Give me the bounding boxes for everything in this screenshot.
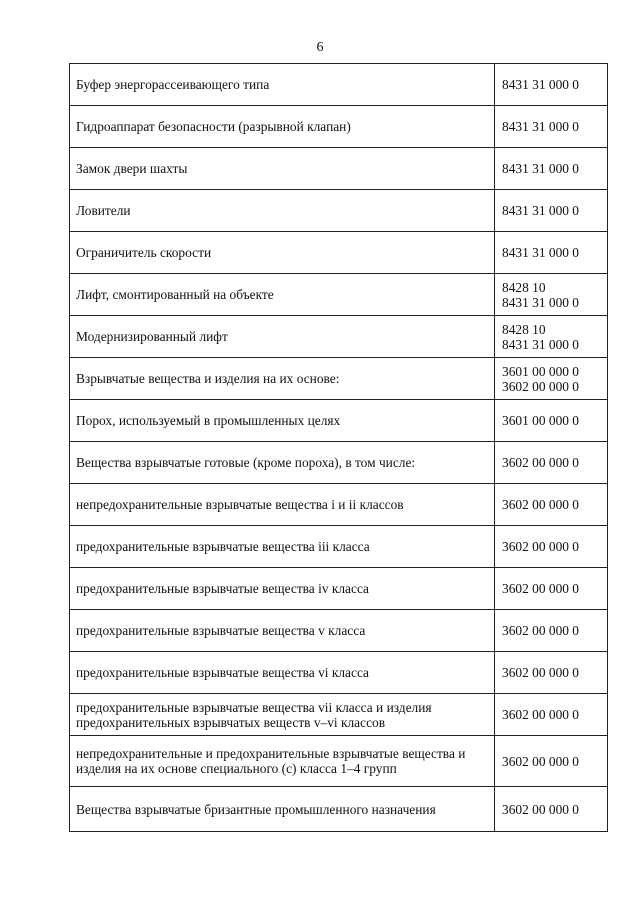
product-name-cell: Взрывчатые вещества и изделия на их основе: — [70, 358, 495, 400]
tnved-code-cell — [495, 526, 608, 568]
tnved-code: 8431 31 000 0 — [502, 294, 579, 310]
tnved-code: 3602 00 000 0 — [502, 665, 579, 680]
table-row — [70, 568, 608, 610]
tnved-code: 8431 31 000 0 — [502, 203, 579, 218]
product-name-cell: предохранительные взрывчатые вещества vii класса и изделия предохранительных взрывчатых веществ v–vi классов — [70, 694, 495, 736]
tnved-code: 3602 00 000 0 — [502, 539, 579, 554]
goods-table-body — [70, 64, 608, 832]
product-name-cell: предохранительные взрывчатые вещества iii класса — [70, 526, 495, 568]
table-row — [70, 400, 608, 442]
table-row — [70, 736, 608, 787]
tnved-code-cell — [495, 106, 608, 148]
product-name-cell: непредохранительные и предохранительные взрывчатые вещества и изделия на их основе специального (с) класса 1–4 групп — [70, 736, 495, 787]
product-name-cell: Порох, используемый в промышленных целях — [70, 400, 495, 442]
table-row — [70, 232, 608, 274]
tnved-code: 3602 00 000 0 — [502, 581, 579, 596]
tnved-code-cell — [495, 190, 608, 232]
tnved-code: 8431 31 000 0 — [502, 245, 579, 260]
tnved-code-cell — [495, 148, 608, 190]
product-name-cell: Ограничитель скорости — [70, 232, 495, 274]
tnved-code: 3602 00 000 0 — [502, 753, 579, 769]
product-name-cell: Гидроаппарат безопасности (разрывной клапан) — [70, 106, 495, 148]
tnved-code-cell — [495, 442, 608, 484]
tnved-code-cell — [495, 652, 608, 694]
tnved-code: 3602 00 000 0 — [502, 707, 579, 722]
table-row — [70, 316, 608, 358]
product-name-cell: Замок двери шахты — [70, 148, 495, 190]
tnved-code: 3602 00 000 0 — [502, 623, 579, 638]
tnved-code-cell — [495, 736, 608, 787]
tnved-code-cell — [495, 316, 608, 358]
table-row — [70, 694, 608, 736]
product-name-cell: Буфер энергорассеивающего типа — [70, 64, 495, 106]
table-row — [70, 610, 608, 652]
tnved-code-cell — [495, 64, 608, 106]
tnved-code-cell — [495, 694, 608, 736]
tnved-code-cell — [495, 484, 608, 526]
table-row — [70, 106, 608, 148]
tnved-code: 3601 00 000 0 — [502, 413, 579, 428]
tnved-code-cell — [495, 232, 608, 274]
tnved-code: 3602 00 000 0 — [502, 378, 579, 394]
table-row — [70, 358, 608, 400]
tnved-code: 8428 10 — [502, 321, 546, 337]
tnved-code: 8431 31 000 0 — [502, 119, 579, 134]
tnved-code-cell — [495, 787, 608, 832]
tnved-code-cell — [495, 568, 608, 610]
tnved-code: 8428 10 — [502, 279, 546, 295]
product-name-cell: Вещества взрывчатые готовые (кроме пороха), в том числе: — [70, 442, 495, 484]
product-name-cell: предохранительные взрывчатые вещества vi класса — [70, 652, 495, 694]
product-name-cell: Лифт, смонтированный на объекте — [70, 274, 495, 316]
tnved-code: 8431 31 000 0 — [502, 77, 579, 92]
goods-table — [69, 63, 608, 832]
table-row — [70, 526, 608, 568]
tnved-code: 3602 00 000 0 — [502, 455, 579, 470]
table-row — [70, 652, 608, 694]
product-name-cell: Ловители — [70, 190, 495, 232]
table-row — [70, 442, 608, 484]
tnved-code-cell — [495, 274, 608, 316]
product-name-cell: непредохранительные взрывчатые вещества i и ii классов — [70, 484, 495, 526]
tnved-code: 8431 31 000 0 — [502, 161, 579, 176]
product-name-cell: предохранительные взрывчатые вещества iv класса — [70, 568, 495, 610]
table-row — [70, 148, 608, 190]
tnved-code: 3601 00 000 0 — [502, 363, 579, 379]
table-row — [70, 787, 608, 832]
product-name-cell: Вещества взрывчатые бризантные промышленного назначения — [70, 787, 495, 832]
page-number: 6 — [316, 40, 324, 55]
product-name-cell: Модернизированный лифт — [70, 316, 495, 358]
table-row — [70, 190, 608, 232]
tnved-code-cell — [495, 610, 608, 652]
table-row — [70, 274, 608, 316]
tnved-code: 8431 31 000 0 — [502, 336, 579, 352]
tnved-code-cell — [495, 358, 608, 400]
table-row — [70, 64, 608, 106]
tnved-code: 3602 00 000 0 — [502, 497, 579, 512]
product-name-cell: предохранительные взрывчатые вещества v класса — [70, 610, 495, 652]
tnved-code-cell — [495, 400, 608, 442]
tnved-code: 3602 00 000 0 — [502, 801, 579, 817]
table-row — [70, 484, 608, 526]
